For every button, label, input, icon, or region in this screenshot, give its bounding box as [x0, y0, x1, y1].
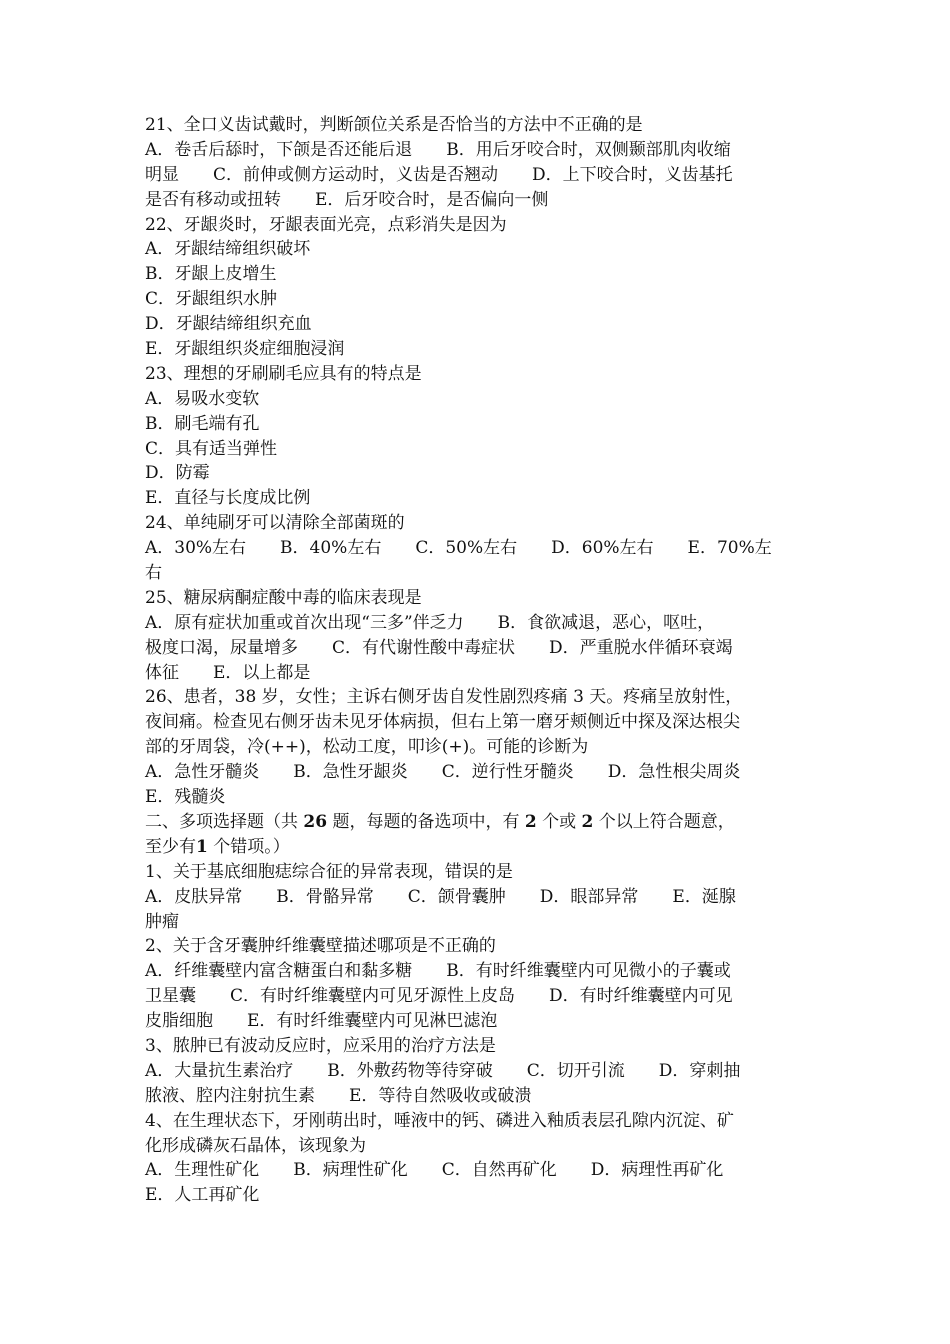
mq-4-stem: 化形成磷灰石晶体，该现象为	[145, 1135, 366, 1156]
question-23-option-a: A．易吸水变软	[145, 388, 260, 409]
question-26-options: A．急性牙髓炎 B．急性牙龈炎 C．逆行性牙髓炎 D．急性根尖周炎	[145, 762, 741, 783]
mq-3-stem: 3、脓肿已有波动反应时，应采用的治疗方法是	[145, 1035, 496, 1056]
question-21-options: 明显 C．前伸或侧方运动时，义齿是否翘动 D．上下咬合时，义齿基托	[145, 164, 733, 185]
question-22-option-a: A．牙龈结缔组织破坏	[145, 239, 311, 260]
section-2-heading-text: 个以上符合题意，	[593, 811, 735, 832]
question-22-stem: 22、牙龈炎时，牙龈表面光亮，点彩消失是因为	[145, 214, 507, 235]
question-21-options: A．卷舌后舔时，下颌是否还能后退 B．用后牙咬合时，双侧颞部肌肉收缩	[145, 139, 731, 160]
question-24-stem: 24、单纯刷牙可以清除全部菌斑的	[145, 513, 405, 534]
question-26-stem: 部的牙周袋，冷(++)，松动工度，叩诊(+)。可能的诊断为	[145, 737, 589, 758]
section-2-number: 2	[581, 811, 594, 832]
question-26-stem: 夜间痛。检查见右侧牙齿未见牙体病损，但右上第一磨牙颊侧近中探及深达根尖	[145, 712, 740, 733]
section-2-number: 2	[524, 811, 537, 832]
question-23-option-e: E．直径与长度成比例	[145, 488, 311, 509]
mq-2-options: A．纤维囊壁内富含糖蛋白和黏多糖 B．有时纤维囊壁内可见微小的子囊或	[145, 961, 731, 982]
mq-4-stem: 4、在生理状态下，牙刚萌出时，唾液中的钙、磷进入釉质表层孔隙内沉淀、矿	[145, 1110, 734, 1131]
section-2-heading-text: 个或	[536, 811, 582, 832]
question-22-option-c: C．牙龈组织水肿	[145, 289, 278, 310]
question-24-options: A．30%左右 B．40%左右 C．50%左右 D．60%左右 E．70%左	[145, 538, 772, 559]
section-2-number: 1	[196, 836, 208, 857]
question-22-option-e: E．牙龈组织炎症细胞浸润	[145, 339, 345, 360]
mq-1-stem: 1、关于基底细胞痣综合征的异常表现，错误的是	[145, 861, 513, 882]
question-25-options: 体征 E．以上都是	[145, 662, 311, 683]
section-2-question-count: 26	[303, 811, 328, 832]
question-25-options: 极度口渴，尿量增多 C．有代谢性酸中毒症状 D．严重脱水伴循环衰竭	[145, 637, 733, 658]
question-25-options: A．原有症状加重或首次出现“三多”伴乏力 B．食欲减退，恶心，呕吐，	[145, 612, 715, 633]
question-23-option-b: B．刷毛端有孔	[145, 413, 260, 434]
mq-3-options: 脓液、腔内注射抗生素 E．等待自然吸收或破溃	[145, 1085, 532, 1106]
question-26-options: E．残髓炎	[145, 787, 226, 808]
section-2-heading	[145, 810, 810, 835]
question-21-options: 是否有移动或扭转 E．后牙咬合时，是否偏向一侧	[145, 189, 549, 210]
question-23-option-c: C．具有适当弹性	[145, 438, 278, 459]
section-2-heading	[145, 835, 810, 860]
section-2-heading-text: 二、多项选择题（共	[145, 811, 304, 832]
section-2-heading-text: 至少有	[145, 836, 196, 857]
mq-2-stem: 2、关于含牙囊肿纤维囊壁描述哪项是不正确的	[145, 936, 496, 957]
question-24-options: 右	[145, 563, 162, 584]
mq-2-options: 皮脂细胞 E．有时纤维囊壁内可见淋巴滤泡	[145, 1011, 498, 1032]
mq-3-options: A．大量抗生素治疗 B．外敷药物等待穿破 C．切开引流 D．穿刺抽	[145, 1060, 741, 1081]
question-23-option-d: D．防霉	[145, 463, 210, 484]
section-2-heading-text: 题，每题的备选项中，有	[327, 811, 525, 832]
mq-1-options: A．皮肤异常 B．骨骼异常 C．颌骨囊肿 D．眼部异常 E．涎腺	[145, 886, 736, 907]
question-23-stem: 23、理想的牙刷刷毛应具有的特点是	[145, 363, 422, 384]
mq-1-options: 肿瘤	[145, 911, 179, 932]
question-22-option-d: D．牙龈结缔组织充血	[145, 314, 312, 335]
mq-4-options: A．生理性矿化 B．病理性矿化 C．自然再矿化 D．病理性再矿化	[145, 1160, 724, 1181]
document-page	[145, 113, 810, 1208]
section-2-heading-text: 个错项。）	[207, 836, 290, 857]
mq-2-options: 卫星囊 C．有时纤维囊壁内可见牙源性上皮岛 D．有时纤维囊壁内可见	[145, 986, 733, 1007]
question-25-stem: 25、糖尿病酮症酸中毒的临床表现是	[145, 587, 422, 608]
question-26-stem: 26、患者，38 岁，女性；主诉右侧牙齿自发性剧烈疼痛 3 天。疼痛呈放射性，	[145, 687, 743, 708]
question-22-option-b: B．牙龈上皮增生	[145, 264, 277, 285]
question-21-stem: 21、全口义齿试戴时，判断颌位关系是否恰当的方法中不正确的是	[145, 115, 643, 135]
mq-4-options: E．人工再矿化	[145, 1185, 260, 1206]
